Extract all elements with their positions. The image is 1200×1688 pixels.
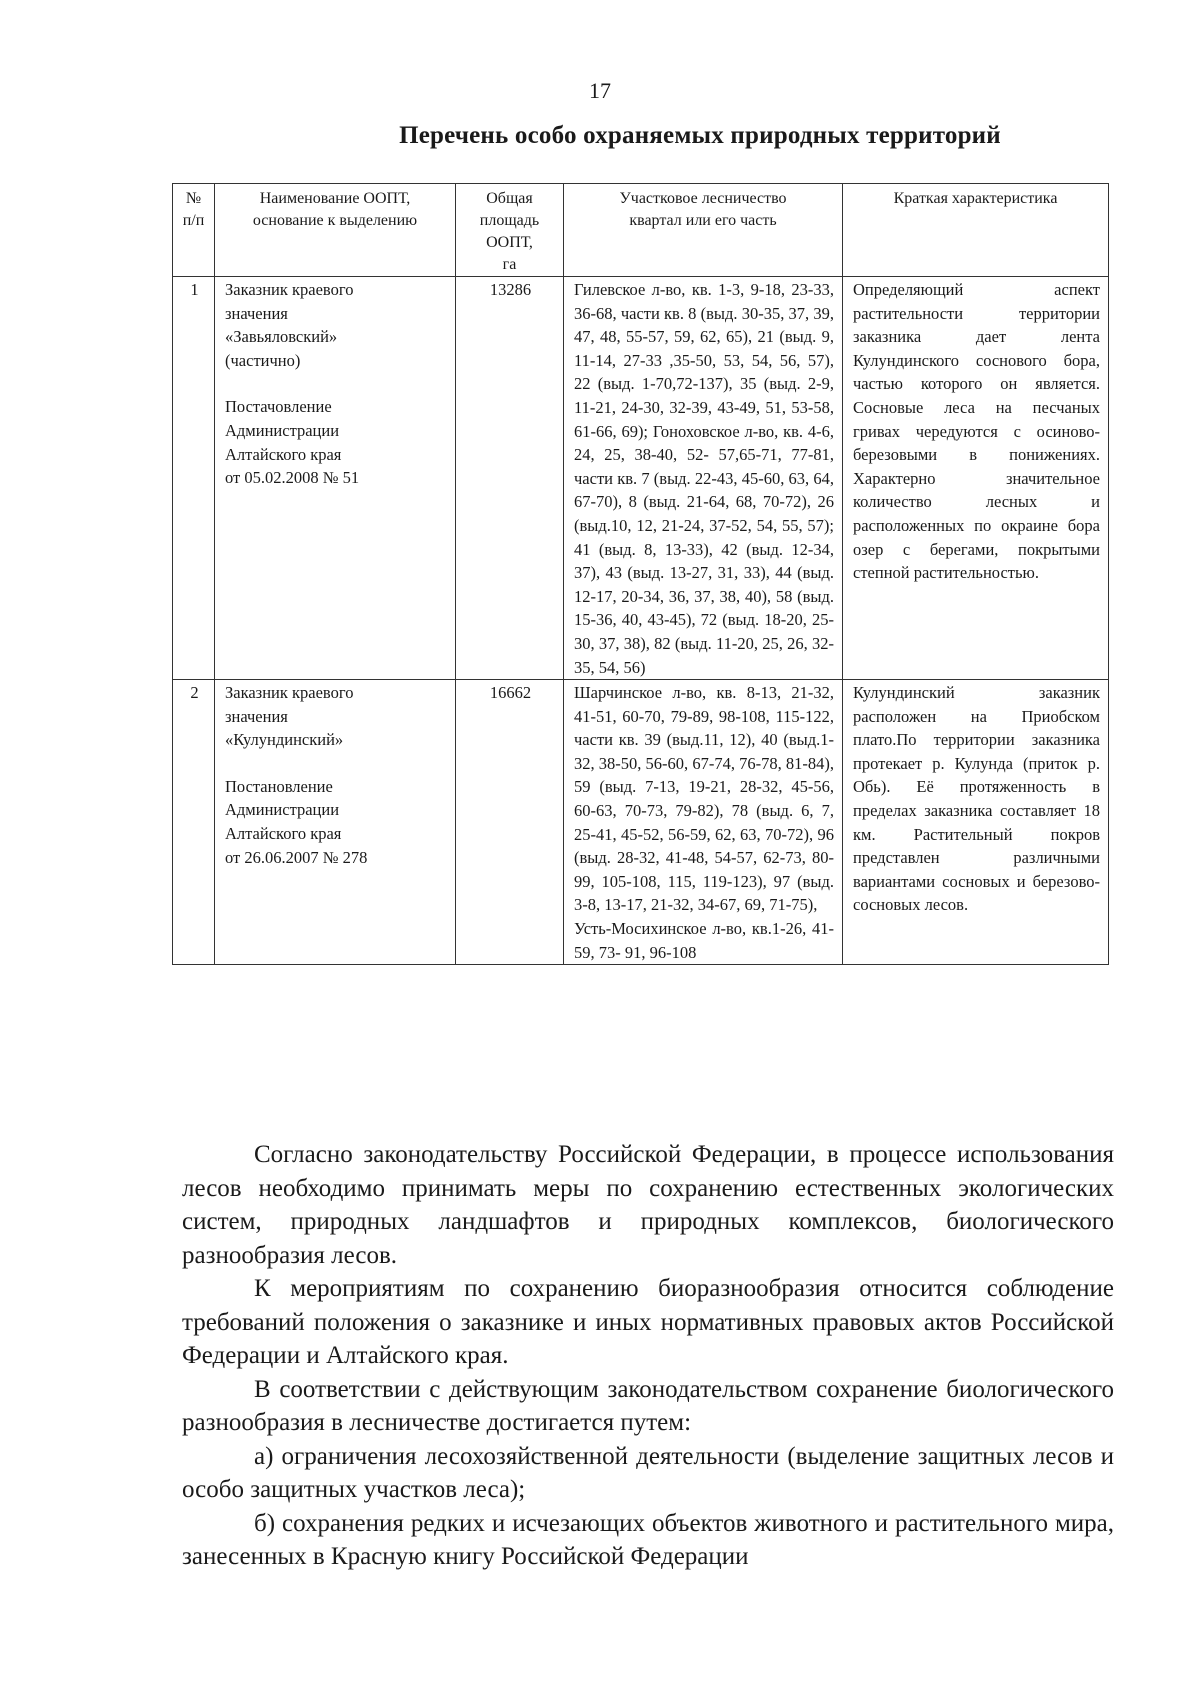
- header-name: Наименование ООПТ, основание к выделению: [215, 184, 456, 277]
- reserve-area: 13286: [456, 277, 564, 680]
- header-description: Краткая характеристика: [843, 184, 1109, 277]
- body-text: [182, 1138, 1114, 1574]
- reserve-basis: Постановление Администрации Алтайского края от 26.06.2007 № 278: [225, 776, 368, 867]
- oopt-table: [172, 183, 1109, 965]
- table-header-row: [173, 184, 1109, 277]
- reserve-area: 16662: [456, 680, 564, 965]
- table-row: [173, 277, 1109, 680]
- page-title: Перечень особо охраняемых природных территорий: [399, 122, 1001, 149]
- paragraph: а) ограничения лесохозяйственной деятельности (выделение защитных лесов и особо защитных участков леса);: [182, 1442, 1114, 1503]
- paragraph: Согласно законодательству Российской Федерации, в процессе использования лесов необходимо принимать меры по сохранению естественных экологических систем, природных ландшафтов и природных комплексов, биологического разнообразия лесов.: [182, 1141, 1114, 1269]
- row-number: 1: [173, 277, 215, 680]
- forestry-quarters: Шарчинское л-во, кв. 8-13, 21-32, 41-51, 60-70, 79-89, 98-108, 115-122, части кв. 39 (выд.11, 12), 40 (выд.1-32, 38-50, 56-60, 67-74, 76-78, 81-84), 59 (выд. 7-13, 19-21, 28-32, 45-56, 60-63, 70-73, 79-82), 78 (выд. 6, 7, 25-41, 45-52, 56-59, 62, 63, 70-72), 96 (выд. 28-32, 41-48, 54-57, 62-73, 80-99, 105-108, 115, 119-123), 97 (выд. 3-8, 13-17, 21-32, 34-67, 69, 71-75), Усть-Мосихинское л-во, кв.1-26, 41-59, 73- 91, 96-108: [564, 680, 843, 965]
- reserve-name-cell: [215, 680, 456, 965]
- reserve-name-cell: [215, 277, 456, 680]
- table-row: [173, 680, 1109, 965]
- reserve-description: Определяющий аспект растительности территории заказника дает лента Кулундинского соснового бора, частью которого он является. Сосновые леса на песчаных гривах чередуются с осиново-березовыми в понижениях. Характерно значительное количество лесных и расположенных по окраине бора озер с берегами, покрытыми степной растительностью.: [843, 277, 1109, 680]
- header-num: № п/п: [173, 184, 215, 277]
- paragraph: б) сохранения редких и исчезающих объектов животного и растительного мира, занесенных в Красную книгу Российской Федерации: [182, 1509, 1114, 1570]
- forestry-quarters: Гилевское л-во, кв. 1-3, 9-18, 23-33, 36-68, части кв. 8 (выд. 30-35, 37, 39, 47, 48, 55-57, 59, 62, 65), 21 (выд. 9, 11-14, 27-33 ,35-50, 53, 54, 56, 57), 22 (выд. 1-70,72-137), 35 (выд. 2-9, 11-21, 24-30, 32-39, 43-49, 51, 53-58, 61-66, 69); Гоноховское л-во, кв. 4-6, 24, 25, 38-40, 52- 57,65-71, 77-81, части кв. 7 (выд. 22-43, 45-60, 63, 64, 67-70), 8 (выд. 21-64, 68, 70-72), 26 (выд.10, 12, 21-24, 37-52, 54, 55, 57); 41 (выд. 8, 13-33), 42 (выд. 12-34, 37), 43 (выд. 13-27, 31, 33), 44 (выд. 12-17, 20-34, 36, 37, 38, 40), 58 (выд. 15-36, 40, 43-45), 72 (выд. 18-20, 25-30, 37, 38), 82 (выд. 11-20, 25, 26, 32-35, 54, 56): [564, 277, 843, 680]
- paragraph: В соответствии с действующим законодательством сохранение биологического разнообразия в лесничестве достигается путем:: [182, 1375, 1114, 1436]
- reserve-basis: Постачовление Администрации Алтайского края от 05.02.2008 № 51: [225, 397, 360, 488]
- page-number: 17: [589, 78, 611, 103]
- reserve-name: Заказник краевого значения «Завьяловский» (частично): [225, 280, 354, 370]
- reserve-description: Кулундинский заказник расположен на Приобском плато.По территории заказника протекает р. Кулунда (приток р. Обь). Её протяженность в пределах заказника составляет 18 км. Растительный покров представлен различными вариантами сосновых и березово-сосновых лесов.: [843, 680, 1109, 965]
- header-area: Общая площадь ООПТ, га: [456, 184, 564, 277]
- reserve-name: Заказник краевого значения «Кулундинский»: [225, 683, 354, 750]
- row-number: 2: [173, 680, 215, 965]
- header-forestry: Участковое лесничество квартал или его часть: [564, 184, 843, 277]
- paragraph: К мероприятиям по сохранению биоразнообразия относится соблюдение требований положения о заказнике и иных нормативных правовых актов Российской Федерации и Алтайского края.: [182, 1275, 1114, 1369]
